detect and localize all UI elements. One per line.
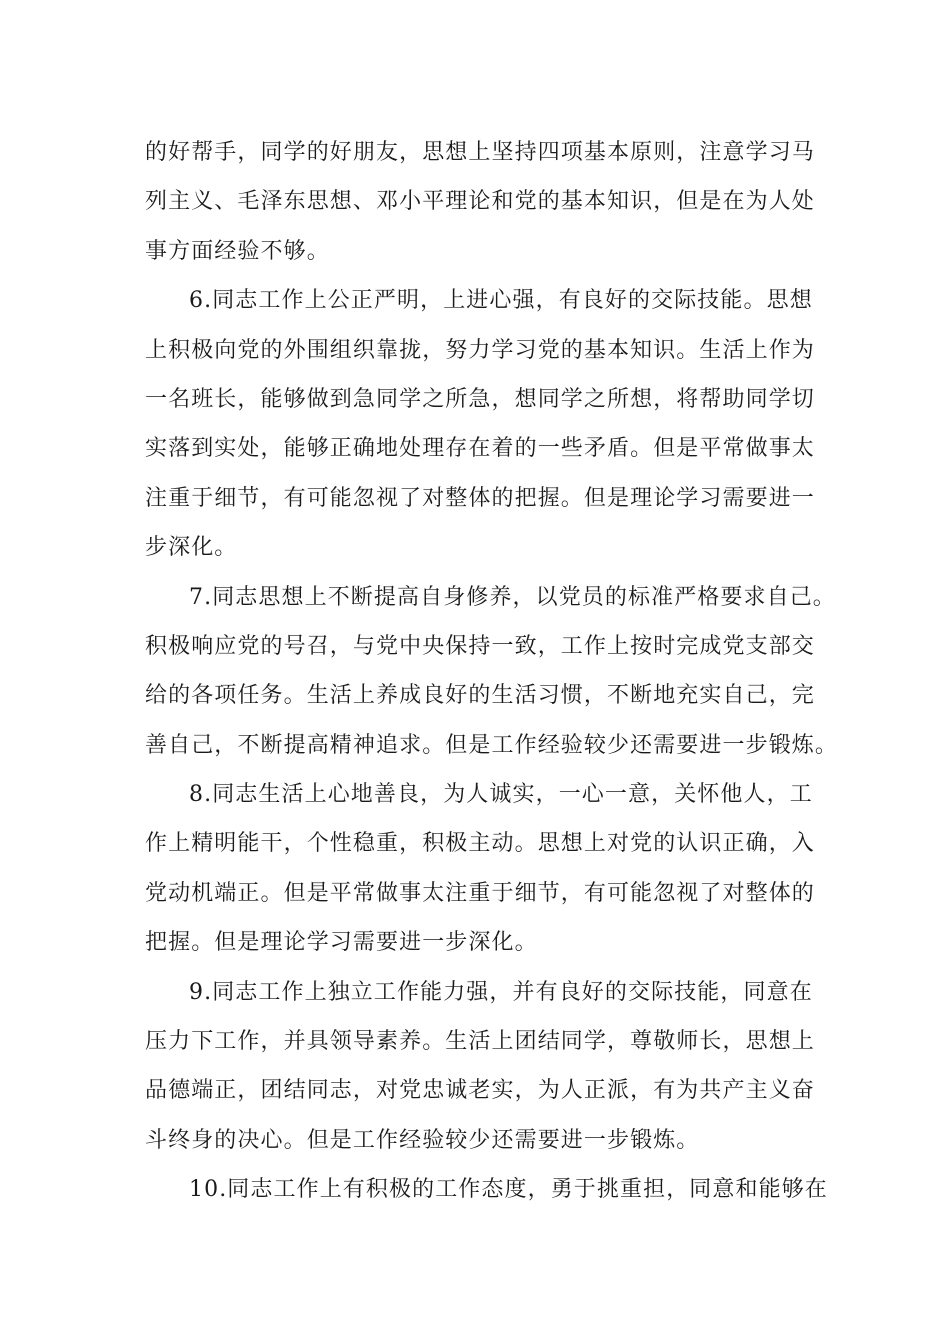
paragraph-item-10 [145,1165,828,1214]
text-line: 给的各项任务。生活上养成良好的生活习惯，不断地充实自己，完 [145,683,815,709]
text-line: 上积极向党的外围组织靠拢，努力学习党的基本知识。生活上作为 [145,337,815,363]
text-line: 10.同志工作上有积极的工作态度，勇于挑重担，同意和能够在 [189,1177,828,1203]
text-line: 注重于细节，有可能忽视了对整体的把握。但是理论学习需要进一 [145,485,815,511]
text-line: 斗终身的决心。但是工作经验较少还需要进一步锻炼。 [145,1127,700,1153]
text-line: 7.同志思想上不断提高自身修养，以党员的标准严格要求自己。 [189,584,836,610]
paragraph-item-6 [145,276,815,572]
text-line: 的好帮手，同学的好朋友，思想上坚持四项基本原则，注意学习马 [145,140,815,165]
text-line: 9.同志工作上独立工作能力强，并有良好的交际技能，同意在 [189,979,813,1005]
text-line: 把握。但是理论学习需要进一步深化。 [145,930,538,956]
text-line: 党动机端正。但是平常做事太注重于细节，有可能忽视了对整体的 [145,880,815,906]
text-line: 步深化。 [145,535,238,561]
text-line: 实落到实处，能够正确地处理存在着的一些矛盾。但是平常做事太 [145,436,815,462]
text-line: 压力下工作，并具领导素养。生活上团结同学，尊敬师长，思想上 [145,1029,815,1055]
paragraph-continuation [145,128,815,276]
text-line: 作上精明能干，个性稳重，积极主动。思想上对党的认识正确，入 [145,831,815,857]
text-line: 列主义、毛泽东思想、邓小平理论和党的基本知识，但是在为人处 [145,189,815,215]
text-line: 一名班长，能够做到急同学之所急，想同学之所想，将帮助同学切 [145,386,815,412]
document-body [145,128,839,1215]
paragraph-item-8 [145,770,815,968]
text-line: 品德端正，团结同志，对党忠诚老实，为人正派，有为共产主义奋 [145,1078,815,1104]
text-line: 事方面经验不够。 [145,238,330,264]
text-line: 善自己，不断提高精神追求。但是工作经验较少还需要进一步锻炼。 [145,732,839,758]
paragraph-item-9 [145,968,815,1166]
text-line: 6.同志工作上公正严明，上进心强，有良好的交际技能。思想 [189,288,813,314]
paragraph-item-7 [145,573,839,771]
text-line: 8.同志生活上心地善良，为人诚实，一心一意，关怀他人，工 [189,782,813,808]
text-line: 积极响应党的号召，与党中央保持一致，工作上按时完成党支部交 [145,633,815,659]
